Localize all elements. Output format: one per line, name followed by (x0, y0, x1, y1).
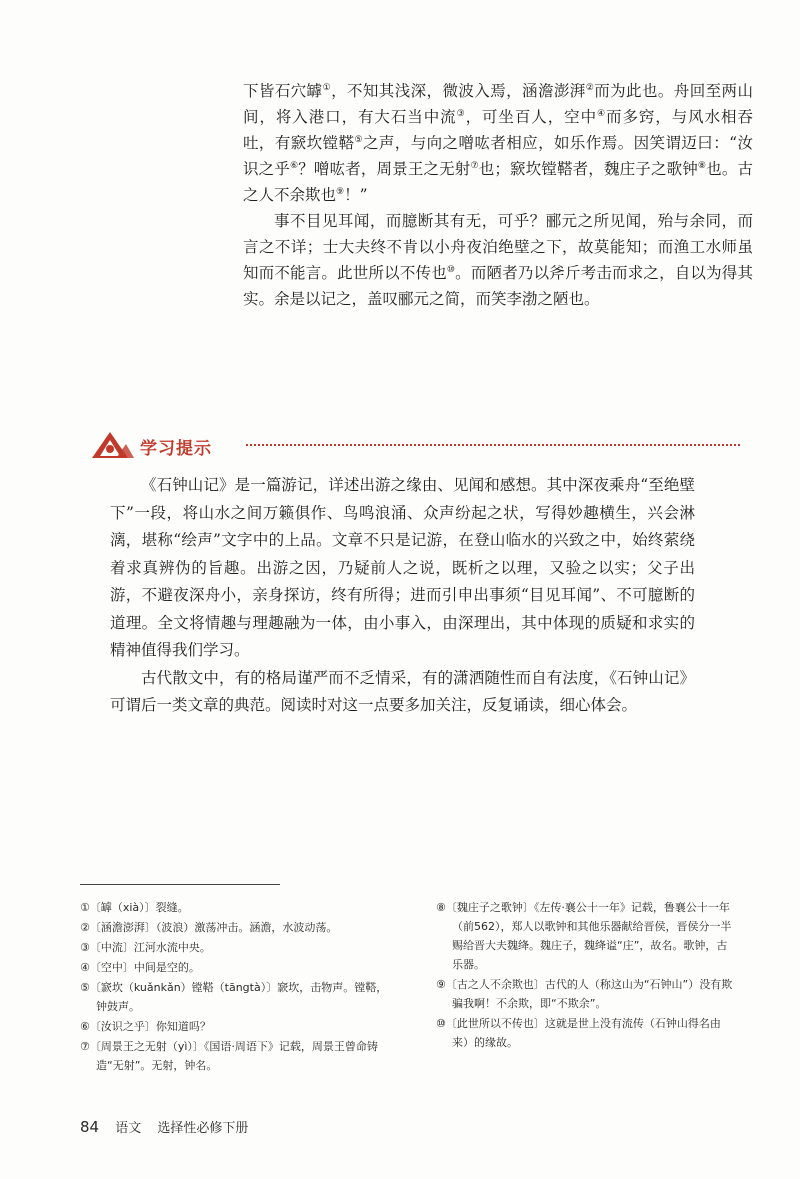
footnotes-right (436, 898, 736, 1053)
footnote-9: ⑨〔古之人不余欺也〕古代的人（称这山为“石钟山”）没有欺骗我啊！不余欺，即“不欺余”。 (436, 978, 733, 1010)
text-run: 也。古之人不余欺也 (243, 160, 753, 204)
text-run: 下皆石穴罅 (243, 82, 323, 100)
text-run: 而多窍，与风水相吞吐，有窾坎镗鞳 (243, 108, 753, 152)
footnote-rule (80, 884, 280, 885)
footnote-6: ⑥〔汝识之乎〕你知道吗？ (80, 1020, 211, 1033)
tips-logo-icon (90, 428, 134, 462)
footnote-marker: ⑥ (289, 160, 299, 171)
footnote-marker: ⑤ (354, 134, 363, 145)
text-run: 之声，与向之噌吰者相应，如乐作焉。因笑谓迈曰：“汝识之乎 (243, 134, 753, 178)
footnote-7: ⑦〔周景王之无射（yì）〕《国语·周语下》记载，周景王曾命铸造“无射”。无射，钟名。 (80, 1040, 378, 1072)
text-run: 事不目见耳闻，而臆断其有无，可乎？郦元之所见闻，殆与余同，而言之不详；士大夫终不肯以小舟夜泊绝壁之下，故莫能知；而渔工水师虽知而不能言。此世所以不传也 (243, 212, 753, 282)
dotted-divider (246, 444, 740, 446)
study-tips-header (90, 428, 740, 464)
footnote-marker: ② (585, 82, 595, 93)
footnote-marker: ⑦ (470, 160, 479, 171)
main-text (243, 78, 753, 312)
paragraph-1 (243, 78, 753, 208)
text-run: 也；窾坎镗鞳者，魏庄子之歌钟 (478, 160, 698, 178)
tips-paragraph-1: 《石钟山记》是一篇游记，详述出游之缘由、见闻和感想。其中深夜乘舟“至绝壁下”一段，将山水之间万籁俱作、鸟鸣浪涌、众声纷起之状，写得妙趣横生，兴会淋漓，堪称“绘声”文字中的上品。文章不只是记游，在登山临水的兴致之中，始终萦绕着求真辨伪的旨趣。出游之因，乃疑前人之说，既析之以理，又验之以实；父子出游，不避夜深舟小，亲身探访，终有所得；进而引申出事须“目见耳闻”、不可臆断的道理。全文将情趣与理趣融为一体，由小事入，由深理出，其中体现的质疑和求实的精神值得我们学习。 (110, 476, 695, 659)
footnote-marker: ⑨ (336, 186, 345, 197)
page-number: 84 (80, 1118, 100, 1136)
tips-body (110, 472, 695, 720)
footnote-5: ⑤〔窾坎（kuǎnkǎn）镗鞳（tāngtà）〕窾坎，击物声。镗鞳，钟鼓声。 (80, 981, 388, 1013)
subject-label: 语文 (115, 1121, 142, 1136)
footnote-4: ④〔空中〕中间是空的。 (80, 961, 200, 974)
footnote-2: ②〔涵澹澎湃〕（波浪）激荡冲击。涵澹，水波动荡。 (80, 921, 338, 934)
tips-title: 学习提示 (140, 439, 212, 459)
text-run: ，不知其浅深，微波入焉，涵澹澎湃 (331, 82, 586, 100)
footnote-marker: ① (322, 82, 332, 93)
text-run: ，可坐百人，空中 (465, 108, 598, 126)
book-label: 选择性必修下册 (157, 1121, 249, 1136)
footnote-1: ①〔罅（xià）〕裂缝。 (80, 901, 189, 914)
footnote-marker: ⑩ (446, 264, 456, 275)
paragraph-2 (243, 208, 753, 312)
footnote-10: ⑩〔此世所以不传也〕这就是世上没有流传（石钟山得名由来）的缘故。 (436, 1017, 721, 1049)
footnotes-left (80, 898, 390, 1076)
footnote-8: ⑧〔魏庄子之歌钟〕《左传·襄公十一年》记载，鲁襄公十一年（前562），郑人以歌钟和其他乐器献给晋侯，晋侯分一半赐给晋大夫魏绛。魏庄子，魏绛谥“庄”，故名。歌钟，古乐器。 (436, 901, 732, 971)
footnote-3: ③〔中流〕江河水流中央。 (80, 941, 211, 954)
text-run: ？噌吰者，周景王之无射 (298, 160, 471, 178)
footnote-marker: ④ (597, 108, 607, 119)
text-run: 而为此也。舟回至两山间，将入港口，有大石当中流 (243, 82, 753, 126)
footnote-marker: ⑧ (697, 160, 707, 171)
footnote-marker: ③ (456, 108, 466, 119)
text-run: ！” (344, 186, 368, 204)
page-footer (80, 1117, 260, 1136)
tips-paragraph-2: 古代散文中，有的格局谨严而不乏情采，有的潇洒随性而自有法度，《石钟山记》可谓后一类文章的典范。阅读时对这一点要多加关注，反复诵读，细心体会。 (110, 668, 695, 714)
text-run: 。而陋者乃以斧斤考击而求之，自以为得其实。余是以记之，盖叹郦元之简，而笑李渤之陋也。 (243, 264, 753, 308)
